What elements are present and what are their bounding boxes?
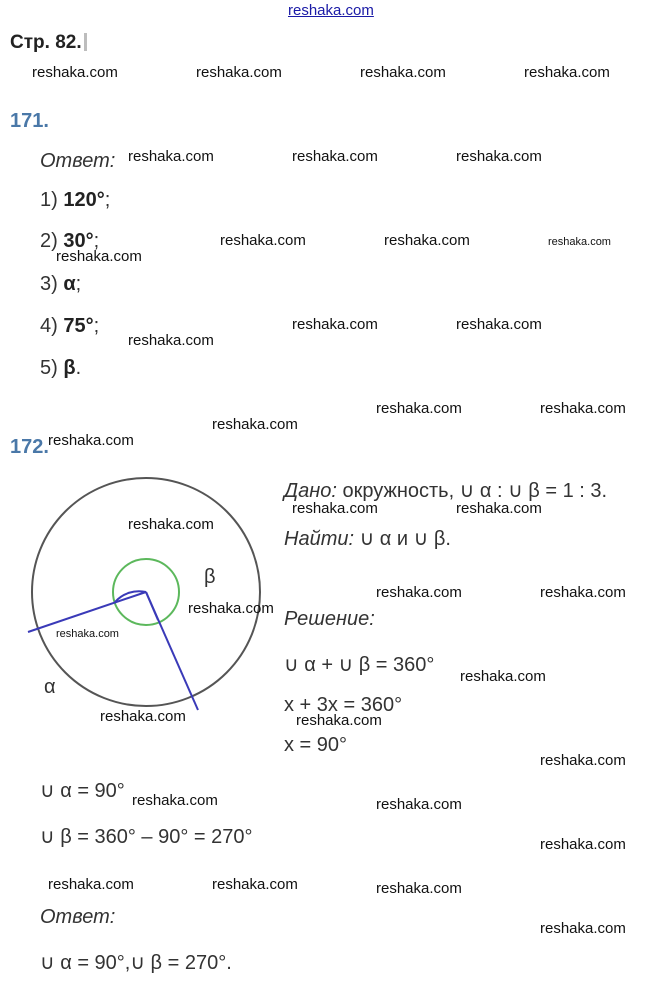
watermark: reshaka.com	[212, 416, 298, 433]
alpha-label: α	[44, 676, 56, 698]
watermark: reshaka.com	[540, 920, 626, 937]
answer-item-prefix: 2)	[40, 230, 64, 252]
find-text: ∪ α и ∪ β.	[354, 528, 451, 550]
answer-item-suffix: .	[75, 357, 82, 379]
watermark: reshaka.com	[292, 316, 378, 333]
answer-item-prefix: 3)	[40, 273, 64, 295]
watermark: reshaka.com	[296, 712, 382, 729]
beta-label: β	[204, 566, 216, 588]
page-title-text: Стр. 82.	[10, 32, 82, 53]
watermark: reshaka.com	[456, 316, 542, 333]
solution-step-4: ∪ α = 90°	[40, 780, 125, 802]
solution-step-2: x + 3x = 360°	[284, 694, 403, 716]
watermark: reshaka.com	[128, 332, 214, 349]
given-label: Дано:	[284, 480, 337, 502]
watermark: reshaka.com	[540, 752, 626, 769]
watermark: reshaka.com	[540, 836, 626, 853]
task-171-answer-label: Ответ:	[40, 150, 116, 172]
watermark: reshaka.com	[460, 668, 546, 685]
watermark: reshaka.com	[100, 708, 186, 725]
answer-item-prefix: 4)	[40, 315, 64, 337]
angle-arc-side	[146, 592, 158, 620]
site-link[interactable]: reshaka.com	[288, 2, 374, 19]
answer-item-suffix: ;	[75, 273, 82, 295]
watermark: reshaka.com	[292, 148, 378, 165]
watermark: reshaka.com	[384, 232, 470, 249]
watermark: reshaka.com	[212, 876, 298, 893]
watermark: reshaka.com	[132, 792, 218, 809]
task-172-answer-label: Ответ:	[40, 906, 116, 928]
watermark: reshaka.com	[456, 148, 542, 165]
watermark: reshaka.com	[548, 236, 611, 248]
watermark: reshaka.com	[376, 584, 462, 601]
solution-step-5: ∪ β = 360° – 90° = 270°	[40, 826, 253, 848]
answer-item-value: α	[63, 273, 76, 295]
watermark: reshaka.com	[376, 880, 462, 897]
watermark: reshaka.com	[56, 628, 119, 640]
solution-step-1: ∪ α + ∪ β = 360°	[284, 654, 435, 676]
watermark: reshaka.com	[188, 600, 274, 617]
answer-item-suffix: ;	[104, 189, 111, 211]
ray-alpha	[28, 592, 146, 632]
solution-label: Решение:	[284, 608, 375, 630]
answer-item-suffix: ;	[93, 230, 100, 252]
find-line	[284, 526, 451, 551]
answer-item-suffix: ;	[93, 315, 100, 337]
watermark: reshaka.com	[376, 400, 462, 417]
watermark: reshaka.com	[456, 500, 542, 517]
watermark: reshaka.com	[292, 500, 378, 517]
task-172-answer-text: ∪ α = 90°,∪ β = 270°.	[40, 952, 232, 974]
watermark: reshaka.com	[540, 584, 626, 601]
solution-step-3: x = 90°	[284, 734, 348, 756]
answer-item-value: 30°	[63, 230, 94, 252]
answer-item-value: 120°	[63, 189, 105, 211]
watermark: reshaka.com	[56, 248, 142, 265]
watermark: reshaka.com	[48, 876, 134, 893]
task-172-number: 172.	[10, 436, 49, 458]
given-text: окружность, ∪ α : ∪ β = 1 : 3.	[336, 480, 608, 502]
watermark: reshaka.com	[220, 232, 306, 249]
watermark: reshaka.com	[524, 64, 610, 81]
watermark: reshaka.com	[360, 64, 446, 81]
watermark: reshaka.com	[128, 148, 214, 165]
watermark: reshaka.com	[32, 64, 118, 81]
answer-item-prefix: 1)	[40, 189, 64, 211]
watermark: reshaka.com	[540, 400, 626, 417]
answer-item-prefix: 5)	[40, 357, 64, 379]
find-label: Найти:	[284, 528, 355, 550]
watermark: reshaka.com	[376, 796, 462, 813]
watermark: reshaka.com	[128, 516, 214, 533]
answer-item-value: β	[63, 357, 76, 379]
watermark: reshaka.com	[48, 432, 134, 449]
watermark: reshaka.com	[196, 64, 282, 81]
answer-item-value: 75°	[63, 315, 94, 337]
task-171-number: 171.	[10, 110, 49, 132]
